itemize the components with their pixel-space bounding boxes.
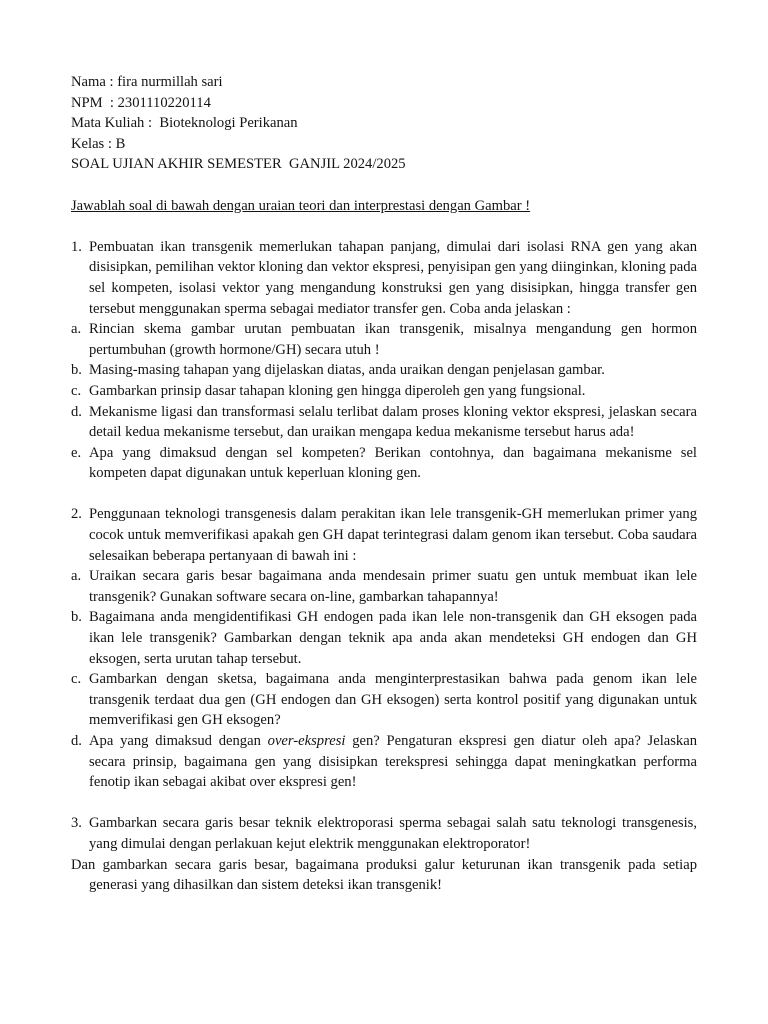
- sub-question-marker: c.: [71, 382, 82, 399]
- question-text: Penggunaan teknologi transgenesis dalam perakitan ikan lele transgenik-GH memerlukan primer yang cocok untuk memverifikasi apakah gen GH dapat terintegrasi dalam genom ikan tersebut. Coba saudara selesaikan beberapa pertanyaan di bawah ini :: [89, 506, 697, 564]
- question-3-stem: [71, 813, 697, 854]
- sub-question-text: Bagaimana anda mengidentifikasi GH endogen pada ikan lele non-transgenik dan GH eksogen pada ikan lele transgenik? Gambarkan dengan teknik apa anda akan mendeteksi GH endogen dan GH eksogen, serta urutan tahap tersebut.: [89, 609, 697, 667]
- sub-question-text: Masing-masing tahapan yang dijelaskan diatas, anda uraikan dengan penjelasan gambar.: [89, 362, 605, 379]
- sub-question-text: Apa yang dimaksud dengan sel kompeten? Berikan contohnya, dan bagaimana mekanisme sel kompeten dapat digunakan untuk keperluan kloning gen.: [89, 444, 697, 482]
- course-name: Mata Kuliah : Bioteknologi Perikanan: [71, 115, 298, 132]
- spacer: [71, 484, 697, 505]
- sub-question-text: Rincian skema gambar urutan pembuatan ikan transgenik, misalnya mengandung gen hormon pertumbuhan (growth hormone/GH) secara utuh !: [89, 321, 697, 358]
- sub-question-text: Gambarkan dengan sketsa, bagaimana anda menginterprestasikan bahwa pada genom ikan lele transgenik terdaat dua gen (GH endogen dan GH eksogen) serta kontrol positif yang digunakan untuk memverifikasi gen GH eksogen?: [89, 671, 697, 729]
- question-1-stem: [71, 237, 697, 319]
- question-3: [71, 813, 697, 895]
- text-segment: Apa yang dimaksud dengan: [89, 733, 268, 749]
- sub-question-1c: [71, 381, 697, 402]
- exam-title: SOAL UJIAN AKHIR SEMESTER GANJIL 2024/2025: [71, 156, 406, 173]
- instruction-text: Jawablah soal di bawah dengan uraian teori dan interprestasi dengan Gambar !: [71, 197, 531, 214]
- sub-question-2d: [71, 731, 697, 793]
- question-2-stem: [71, 504, 697, 566]
- italic-term: over-ekspresi: [267, 733, 346, 749]
- sub-question-1a: [71, 319, 697, 360]
- text-segment: gen? Pengaturan ekspresi gen diatur oleh apa? Jelaskan secara prinsip, bagaimana gen yang disisipkan terekspresi sehingga dapat meningkatkan performa fenotip ikan sebagai akibat over ekspresi gen!: [89, 733, 697, 791]
- sub-question-text: Uraikan secara garis besar bagaimana anda mendesain primer suatu gen untuk membuat ikan lele transgenik? Gunakan software secara on-line, gambarkan tahapannya!: [89, 568, 697, 605]
- question-text: Pembuatan ikan transgenik memerlukan tahapan panjang, dimulai dari isolasi RNA gen yang akan disisipkan, pemilihan vektor kloning dan vektor ekspresi, penyisipan gen yang diinginkan, kloning pada sel kompeten, isolasi vektor yang mengandung konstruksi gen yang disisipkan, hingga transfer gen tersebut menggunakan sperma sebagai mediator transfer gen. Coba anda jelaskan :: [89, 238, 697, 317]
- student-name: Nama : fira nurmillah sari: [71, 74, 223, 90]
- question-number: 3.: [71, 815, 82, 832]
- question-3-continuation: Dan gambarkan secara garis besar, bagaimana produksi galur keturunan ikan transgenik pada setiap generasi yang dihasilkan dan sistem deteksi ikan transgenik!: [71, 856, 697, 894]
- sub-question-marker: b.: [71, 609, 82, 626]
- sub-question-2b: [71, 607, 697, 669]
- sub-question-text: Mekanisme ligasi dan transformasi selalu terlibat dalam proses kloning vektor ekspresi, jelaskan secara detail kedua mekanisme tersebut, dan uraikan mengapa kedua mekanisme tersebut harus ada!: [89, 403, 697, 441]
- sub-question-marker: d.: [71, 733, 82, 749]
- spacer: [71, 216, 697, 237]
- sub-question-marker: a.: [71, 568, 82, 585]
- sub-question-text: [89, 731, 697, 793]
- sub-question-2a: [71, 566, 697, 607]
- question-number: 2.: [71, 506, 82, 523]
- sub-question-marker: b.: [71, 362, 82, 379]
- header-block: [71, 72, 697, 175]
- question-number: 1.: [71, 238, 82, 255]
- class-name: Kelas : B: [71, 135, 126, 152]
- question-2: [71, 504, 697, 792]
- sub-question-marker: c.: [71, 671, 82, 688]
- sub-question-text: Gambarkan prinsip dasar tahapan kloning gen hingga diperoleh gen yang fungsional.: [89, 382, 586, 399]
- sub-question-1d: [71, 402, 697, 443]
- sub-question-marker: e.: [71, 444, 82, 461]
- spacer: [71, 793, 697, 814]
- document-page: [71, 72, 697, 896]
- question-1: [71, 237, 697, 484]
- sub-question-1e: [71, 443, 697, 484]
- sub-question-2c: [71, 669, 697, 731]
- sub-question-marker: d.: [71, 403, 82, 420]
- sub-question-1b: [71, 360, 697, 381]
- question-text: Gambarkan secara garis besar teknik elektroporasi sperma sebagai salah satu teknologi transgenesis, yang dimulai dengan perlakuan kejut elektrik menggunakan elektroporator!: [89, 815, 697, 852]
- sub-question-marker: a.: [71, 321, 82, 338]
- student-npm: NPM : 2301110220114: [71, 94, 211, 111]
